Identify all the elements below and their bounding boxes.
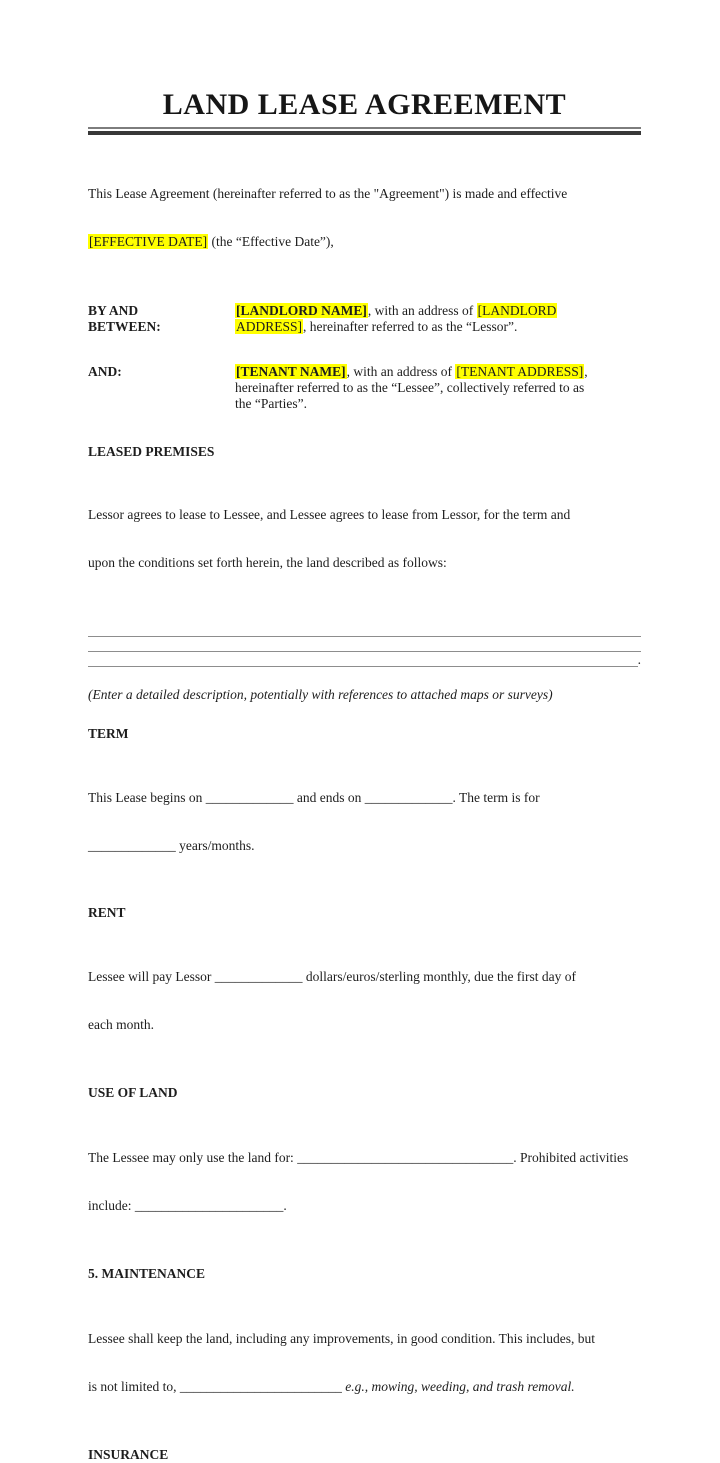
tenant-address-highlight: [TENANT ADDRESS] (456, 364, 584, 379)
rent-text-pre: Lessee will pay Lessor (88, 969, 215, 984)
maintenance-example-text: e.g., mowing, weeding, and trash removal. (345, 1379, 575, 1394)
term-start-date-blank: _____________ (205, 790, 294, 805)
page-title: LAND LEASE AGREEMENT (162, 88, 567, 121)
tenant-description (235, 364, 625, 412)
fill-line-row (88, 622, 641, 637)
intro-line-2 (88, 234, 641, 250)
intro-paragraph (88, 154, 641, 282)
and-label: AND: (88, 364, 122, 379)
party-row-tenant (88, 364, 641, 412)
leased-premises-line-2: upon the conditions set forth herein, the land described as follows: (88, 555, 447, 570)
by-and-between-label: BY AND BETWEEN: (88, 303, 161, 334)
landlord-mid-text: , with an address of (367, 303, 477, 318)
term-body (88, 758, 641, 886)
tenant-comma: , (584, 364, 588, 379)
fill-line-row (88, 652, 641, 667)
maintenance-text-pre: is not limited to, (88, 1379, 180, 1394)
use-text-period: . (283, 1198, 287, 1213)
landlord-address-highlight-end: ADDRESS] (236, 319, 303, 334)
section-heading-leased-premises: LEASED PREMISES (88, 444, 215, 459)
use-text-prohibited: . Prohibited activities (513, 1150, 629, 1165)
party-row-landlord (88, 303, 641, 335)
term-text-units: years/months. (175, 838, 255, 853)
description-fill-line-2 (88, 637, 641, 652)
use-text-include: include: (88, 1198, 135, 1213)
title-double-rule (88, 127, 641, 135)
section-heading-maintenance: 5. MAINTENANCE (88, 1266, 206, 1281)
intro-line-1: This Lease Agreement (hereinafter referred to as the "Agreement") is made and effective (88, 186, 568, 201)
landlord-name-highlight: [LANDLORD NAME] (236, 303, 367, 318)
maintenance-tasks-blank: ________________________ (179, 1379, 342, 1394)
rent-line-2: each month. (88, 1017, 154, 1032)
description-fill-line-3 (88, 652, 638, 667)
section-heading-insurance: INSURANCE (88, 1447, 169, 1462)
term-end-date-blank: _____________ (364, 790, 453, 805)
term-duration-blank: _____________ (88, 838, 176, 853)
rent-amount-blank: _____________ (214, 969, 303, 984)
term-text-begins: This Lease begins on (88, 790, 206, 805)
intro-line-2-rest: (the “Effective Date”), (208, 234, 334, 249)
use-prohibited-blank: ______________________ (134, 1198, 284, 1213)
use-text-pre: The Lessee may only use the land for: (88, 1150, 298, 1165)
term-text-is-for: . The term is for (452, 790, 540, 805)
tenant-line-2: hereinafter referred to as the “Lessee”, collectively referred to as (235, 380, 585, 395)
rent-body (88, 937, 641, 1065)
effective-date-highlight: [EFFECTIVE DATE] (89, 234, 208, 249)
section-heading-rent: RENT (88, 905, 126, 920)
tenant-name-highlight: [TENANT NAME] (236, 364, 346, 379)
landlord-description (235, 303, 625, 335)
party-label-col (88, 364, 235, 380)
rent-text-post: dollars/euros/sterling monthly, due the first day of (302, 969, 577, 984)
maintenance-body (88, 1299, 641, 1427)
leased-premises-line-1: Lessor agrees to lease to Lessee, and Lessee agrees to lease from Lessor, for the term and (88, 507, 571, 522)
tenant-mid-text: , with an address of (346, 364, 456, 379)
description-fill-line-1 (88, 622, 641, 637)
landlord-rest-text: , hereinafter referred to as the “Lessor”. (303, 319, 518, 334)
leased-premises-body (88, 475, 641, 603)
tenant-line-3: the “Parties”. (235, 396, 307, 411)
use-purpose-blank: ________________________________ (297, 1150, 514, 1165)
maintenance-line-1: Lessee shall keep the land, including any improvements, in good condition. This includes, but (88, 1331, 596, 1346)
section-heading-use-of-land: USE OF LAND (88, 1085, 178, 1100)
fill-line-period: . (637, 652, 641, 667)
description-fill-lines (88, 622, 641, 667)
description-note: (Enter a detailed description, potentially with references to attached maps or surveys) (88, 687, 553, 702)
use-of-land-body (88, 1118, 641, 1246)
term-text-ends: and ends on (293, 790, 365, 805)
party-label-col (88, 303, 235, 335)
fill-line-row (88, 637, 641, 652)
landlord-address-highlight-start: [LANDLORD (477, 303, 557, 318)
section-heading-term: TERM (88, 726, 129, 741)
